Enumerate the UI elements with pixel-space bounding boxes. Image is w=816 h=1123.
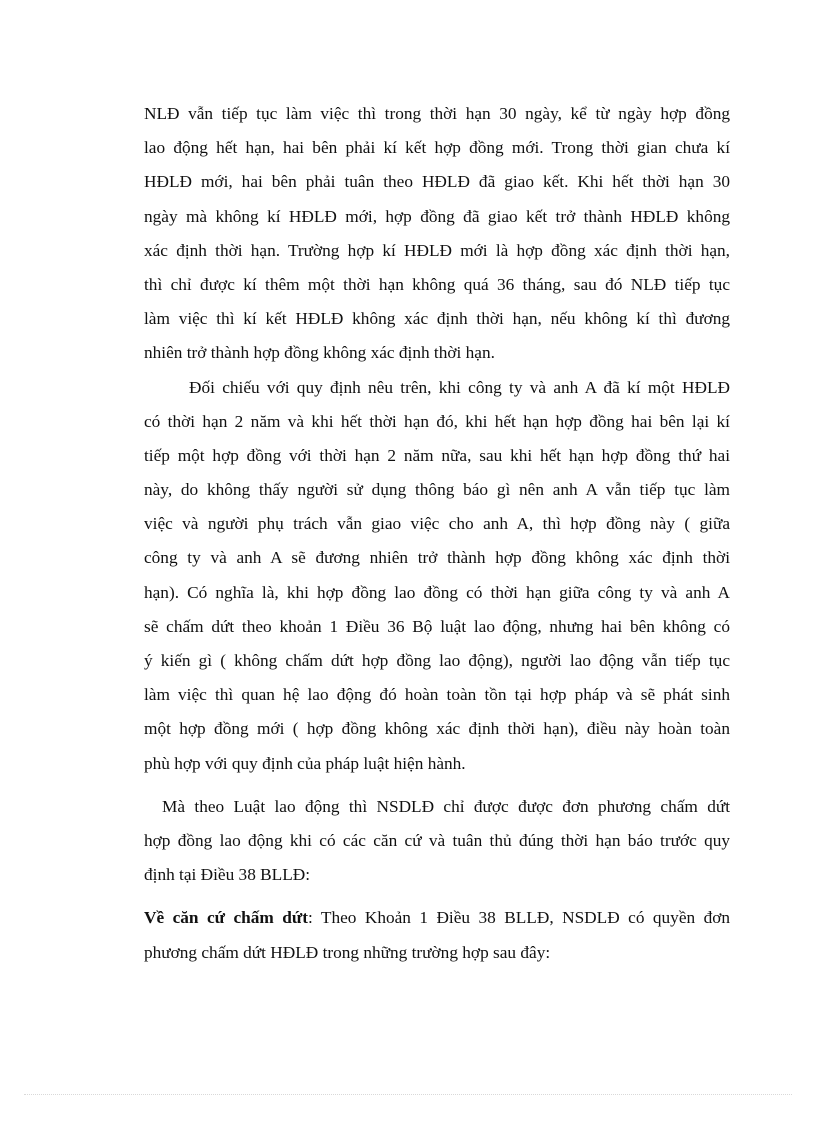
- text-segment: : Theo Khoản 1 Điều 38 BLLĐ, NSDLĐ có quyền đơn: [307, 908, 730, 928]
- text-line: hợp đồng lao động khi có các căn cứ và tuân thủ đúng thời hạn báo trước quy: [144, 830, 730, 850]
- paragraph-employer-termination: [144, 790, 730, 893]
- bold-heading-lead: Về căn cứ chấm dứt: [144, 908, 308, 928]
- paragraph-spacer: [144, 781, 730, 790]
- text-line: lao động hết hạn, hai bên phải kí kết hợp đồng mới. Trong thời gian chưa kí: [144, 138, 730, 158]
- text-line: này, do không thấy người sử dụng thông báo gì nên anh A vẫn tiếp tục làm: [144, 480, 730, 500]
- text-line: HĐLĐ mới, hai bên phải tuân theo HĐLĐ đã giao kết. Khi hết thời hạn 30: [144, 172, 730, 192]
- text-line: có thời hạn 2 năm và khi hết thời hạn đó, khi hết hạn hợp đồng hai bên lại kí: [144, 411, 730, 431]
- text-line: Đối chiếu với quy định nêu trên, khi công ty và anh A đã kí một HĐLĐ: [189, 377, 730, 397]
- text-line: công ty và anh A sẽ đương nhiên trở thành hợp đồng không xác định thời: [144, 548, 730, 568]
- text-line: hạn). Có nghĩa là, khi hợp đồng lao đồng có thời hạn giữa công ty và anh A: [144, 582, 730, 602]
- document-body: [144, 97, 730, 970]
- page-bottom-rule: [24, 1094, 792, 1095]
- text-line: phương chấm dứt HĐLĐ trong những trường hợp sau đây:: [144, 942, 551, 962]
- text-line: định tại Điều 38 BLLĐ:: [144, 865, 311, 885]
- paragraph-comparison: [144, 371, 730, 781]
- text-line: xác định thời hạn. Trường hợp kí HĐLĐ mới là hợp đồng xác định thời hạn,: [144, 240, 730, 260]
- text-line: ngày mà không kí HĐLĐ mới, hợp đồng đã giao kết trở thành HĐLĐ không: [144, 206, 730, 226]
- paragraph-termination-grounds: [144, 901, 730, 969]
- text-line: Mà theo Luật lao động thì NSDLĐ chỉ được được đơn phương chấm dứt: [162, 796, 730, 816]
- paragraph-spacer: [144, 892, 730, 901]
- text-line: ý kiến gì ( không chấm dứt hợp đồng lao động), người lao động vẫn tiếp tục: [144, 651, 730, 670]
- text-line: làm việc thì quan hệ lao động đó hoàn toàn tồn tại hợp pháp và sẽ phát sinh: [144, 685, 730, 705]
- text-line: tiếp một hợp đồng với thời hạn 2 năm nữa, sau khi hết hạn hợp đồng thứ hai: [144, 445, 730, 465]
- text-line: [144, 901, 730, 935]
- text-line: làm việc thì kí kết HĐLĐ không xác định thời hạn, nếu không kí thì đương: [144, 309, 730, 329]
- text-line: phù hợp với quy định của pháp luật hiện hành.: [144, 753, 466, 773]
- text-line: việc và người phụ trách vẫn giao việc cho anh A, thì hợp đồng này ( giữa: [144, 514, 730, 534]
- paragraph-renewal-rule: [144, 97, 730, 371]
- text-line: NLĐ vẫn tiếp tục làm việc thì trong thời hạn 30 ngày, kể từ ngày hợp đồng: [144, 104, 730, 123]
- text-line: thì chỉ được kí thêm một thời hạn không quá 36 tháng, sau đó NLĐ tiếp tục: [144, 274, 730, 294]
- text-line: nhiên trở thành hợp đồng không xác định thời hạn.: [144, 343, 495, 363]
- text-line: sẽ chấm dứt theo khoản 1 Điều 36 Bộ luật lao động, nhưng hai bên không có: [144, 616, 730, 636]
- text-line: một hợp đồng mới ( hợp đồng không xác định thời hạn), điều này hoàn toàn: [144, 719, 730, 739]
